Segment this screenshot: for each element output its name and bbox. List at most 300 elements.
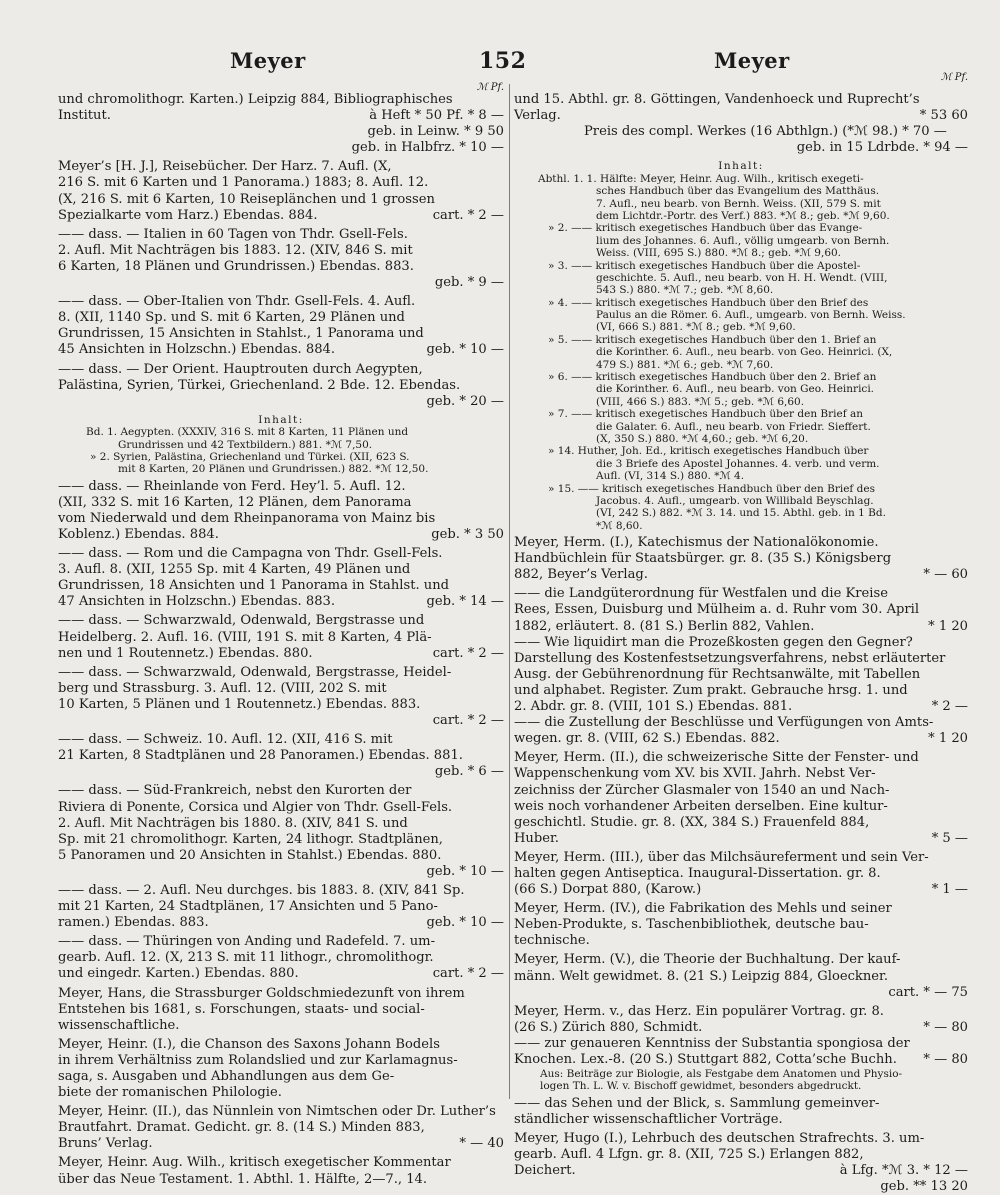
entry-text: (X, 350 S.) 880. *ℳ 4,60.; geb. *ℳ 6,20. (596, 432, 809, 445)
entry-text: 47 Ansichten in Holzschn.) Ebendas. 883. (58, 594, 336, 610)
entry-text: 2. Aufl. Mit Nachträgen bis 1880. 8. (XIV, 841 S. und (58, 815, 408, 831)
entry-text: —— dass. — Rheinlande von Ferd. Hey’l. 5. Aufl. 12. (58, 478, 406, 494)
entry-text: (XII, 332 S. mit 16 Karten, 12 Plänen, dem Panorama (58, 494, 412, 510)
catalog-line (58, 326, 504, 342)
catalog-line (514, 1179, 968, 1195)
catalog-line (514, 850, 968, 866)
entry-text: Knochen. Lex.-8. (20 S.) Stuttgart 882, Cotta’sche Buchh. (514, 1052, 897, 1067)
catalog-line (514, 1131, 968, 1147)
catalog-line (514, 567, 968, 583)
entry-text: Aufl. (VI, 314 S.) 880. *ℳ 4. (596, 470, 745, 483)
catalog-line (58, 1018, 504, 1034)
entry-text: sches Handbuch über das Evangelium des Matthäus. (596, 185, 880, 198)
catalog-line (514, 433, 968, 445)
catalog-line (514, 699, 968, 715)
entry-text: wissenschaftliche. (58, 1017, 180, 1033)
entry-text: ständlicher wissenschaftlicher Vorträge. (514, 1111, 783, 1127)
catalog-line (58, 848, 504, 864)
catalog-line (514, 750, 968, 766)
entry-text: (VI, 666 S.) 881. *ℳ 8.; geb. *ℳ 9,60. (596, 321, 796, 334)
entry-text: Palästina, Syrien, Türkei, Griechenland. 2 Bde. 12. Ebendas. (58, 377, 461, 393)
catalog-line (58, 159, 504, 175)
entry-text: 21 Karten, 8 Stadtplänen und 28 Panoramen.) Ebendas. 881. (58, 748, 463, 764)
entry-text: Handbüchlein für Staatsbürger. gr. 8. (35 S.) Königsberg (514, 551, 892, 567)
entry-price: * — 80 (923, 1019, 968, 1035)
entry-text: (26 S.) Zürich 880, Schmidt. (514, 1019, 703, 1035)
entry-price: * 1 20 (928, 731, 968, 747)
entry-text: halten gegen Antiseptica. Inaugural-Dissertation. gr. 8. (514, 865, 881, 881)
entry-text: » 2. Syrien, Palästina, Griechenland und Türkei. (XII, 623 S. (90, 450, 410, 463)
catalog-line (58, 665, 504, 681)
catalog-line (514, 124, 968, 140)
catalog-line (514, 346, 968, 358)
entry-text: 216 S. mit 6 Karten und 1 Panorama.) 1883; 8. Aufl. 12. (58, 175, 429, 191)
entry-text: Grundrissen, 18 Ansichten und 1 Panorama in Stahlst. und (58, 578, 450, 594)
entry-price: geb. * 10 — (426, 915, 504, 931)
catalog-line (58, 578, 504, 594)
entry-price: à Lfg. *ℳ 3. * 12 — (839, 1163, 968, 1179)
catalog-line (58, 463, 504, 475)
catalog-line (58, 1069, 504, 1085)
catalog-line (514, 969, 968, 985)
entry-text: technische. (514, 933, 590, 949)
catalog-line (514, 586, 968, 602)
catalog-line (58, 362, 504, 378)
catalog-line (514, 766, 968, 782)
catalog-line (514, 272, 968, 284)
catalog-line (514, 371, 968, 383)
catalog-line (58, 1002, 504, 1018)
entry-text: Jacobus. 4. Aufl., umgearb. von Willibald Beyschlag. (596, 494, 874, 507)
entry-price: * 2 — (931, 699, 968, 715)
entry-text: Abthl. 1. 1. Hälfte: Meyer, Heinr. Aug. Wilh., kritisch exegeti- (538, 172, 864, 185)
catalog-line (514, 396, 968, 408)
catalog-line (514, 783, 968, 799)
catalog-line (58, 816, 504, 832)
entry-text: —— dass. — Italien in 60 Tagen von Thdr. Gsell-Fels. (58, 226, 408, 242)
catalog-line (58, 342, 504, 358)
catalog-line (514, 602, 968, 618)
entry-text: Meyer, Herm. v., das Herz. Ein populärer Vortrag. gr. 8. (514, 1003, 884, 1019)
entry-price: * — 40 (459, 1136, 504, 1152)
catalog-line (514, 483, 968, 495)
catalog-line (58, 594, 504, 610)
catalog-line (58, 1104, 504, 1120)
entry-text: Deichert. (514, 1163, 576, 1179)
entry-text: zeichniss der Zürcher Glasmaler von 1540 an und Nach- (514, 782, 890, 798)
left-entries (58, 92, 504, 1188)
entry-text: Meyer, Herm. (II.), die schweizerische Sitte der Fenster- und (514, 750, 919, 766)
entry-text: Huber. (514, 830, 559, 846)
catalog-line (514, 160, 968, 172)
catalog-line (514, 1004, 968, 1020)
entry-text: —— dass. — Thüringen von Anding und Radefeld. 7. um- (58, 934, 435, 950)
entry-text: die Galater. 6. Aufl., neu bearb. von Friedr. Sieffert. (596, 420, 871, 433)
catalog-line (514, 651, 968, 667)
catalog-line (58, 1155, 504, 1171)
catalog-line (514, 551, 968, 567)
catalog-line (514, 882, 968, 898)
entry-text: Entstehen bis 1681, s. Forschungen, staats- und social- (58, 1001, 425, 1017)
entry-text: die Korinther. 6. Aufl., neu bearb. von Geo. Heinrici. (596, 383, 875, 396)
entry-text: —— dass. — Schweiz. 10. Aufl. 12. (XII, 416 S. mit (58, 732, 393, 748)
catalog-line (514, 108, 968, 124)
catalog-line (514, 185, 968, 197)
catalog-line (58, 748, 504, 764)
catalog-line (58, 546, 504, 562)
catalog-line (514, 866, 968, 882)
catalog-line (514, 495, 968, 507)
catalog-line (58, 479, 504, 495)
entry-text: —— zur genaueren Kenntniss der Substantia spongiosa der (514, 1035, 910, 1051)
entry-text: Meyer’s [H. J.], Reisebücher. Der Harz. 7. Aufl. (X, (58, 159, 392, 175)
catalog-line (514, 1036, 968, 1052)
catalog-line (58, 764, 504, 780)
entry-text: und 15. Abthl. gr. 8. Göttingen, Vandenhoeck und Ruprecht’s (514, 92, 920, 107)
catalog-line (58, 1037, 504, 1053)
catalog-line (58, 1053, 504, 1069)
entry-price: geb. ** 13 20 (880, 1179, 968, 1195)
entry-text: Ausg. der Gebührenordnung für Rechtsanwälte, mit Tabellen (514, 666, 921, 682)
catalog-line (58, 1120, 504, 1136)
entry-price: geb. * 3 50 (431, 527, 504, 543)
entry-text: —— dass. — 2. Aufl. Neu durchges. bis 1883. 8. (XIV, 841 Sp. (58, 882, 465, 898)
catalog-line (514, 831, 968, 847)
catalog-line (58, 864, 504, 880)
entry-text: Rees, Essen, Duisburg und Mülheim a. d. Ruhr vom 30. April (514, 602, 920, 618)
catalog-line (58, 426, 504, 438)
catalog-line (58, 800, 504, 816)
entry-price: geb. * 6 — (434, 764, 504, 780)
catalog-line (514, 334, 968, 346)
catalog-line (58, 915, 504, 931)
entry-text: und chromolithogr. Karten.) Leipzig 884, Bibliographisches (58, 92, 453, 107)
currency-header-right: ℳ Pf. (940, 72, 968, 83)
entry-text: —— dass. — Ober-Italien von Thdr. Gsell-Fels. 4. Aufl. (58, 294, 416, 310)
catalog-line (514, 222, 968, 234)
catalog-line (58, 511, 504, 527)
catalog-line (514, 535, 968, 551)
entry-text: lium des Johannes. 6. Aufl., völlig umgearb. von Bernh. (596, 234, 890, 247)
catalog-line (514, 715, 968, 731)
entry-text: (VIII, 466 S.) 883. *ℳ 5.; geb. *ℳ 6,60. (596, 395, 805, 408)
entry-text: berg und Strassburg. 3. Aufl. 12. (VIII, 202 S. mit (58, 680, 387, 696)
entry-text: mit 21 Karten, 24 Stadtplänen, 17 Ansichten und 5 Pano- (58, 899, 438, 915)
catalog-line (514, 1020, 968, 1036)
entry-text: ramen.) Ebendas. 883. (58, 915, 209, 931)
column-divider (509, 84, 510, 1099)
entry-text: 10 Karten, 5 Plänen und 1 Routennetz.) Ebendas. 883. (58, 696, 421, 712)
currency-header-left: ℳ Pf. (476, 82, 504, 93)
entry-price: cart. * 2 — (432, 966, 504, 982)
entry-text: über das Neue Testament. 1. Abthl. 1. Hälfte, 2—7., 14. (58, 1171, 428, 1187)
catalog-line (514, 284, 968, 296)
entry-text: —— dass. — Süd-Frankreich, nebst den Kurorten der (58, 783, 412, 799)
catalog-line (58, 966, 504, 982)
catalog-line (514, 815, 968, 831)
entry-text: 479 S.) 881. *ℳ 6.; geb. *ℳ 7,60. (596, 358, 774, 371)
entry-text: geschichtl. Studie. gr. 8. (XX, 384 S.) Frauenfeld 884, (514, 814, 870, 830)
catalog-line (58, 783, 504, 799)
entry-text: Weiss. (VIII, 695 S.) 880. *ℳ 8.; geb. *ℳ 9,60. (596, 247, 842, 260)
entry-text: Meyer, Heinr. (I.), die Chanson des Saxons Johann Bodels (58, 1036, 440, 1052)
catalog-line (58, 227, 504, 243)
catalog-line (514, 1112, 968, 1128)
catalog-line (514, 445, 968, 457)
entry-text: Meyer, Heinr. Aug. Wilh., kritisch exegetischer Kommentar (58, 1155, 451, 1171)
catalog-line (514, 383, 968, 395)
catalog-line (58, 414, 504, 426)
catalog-line (514, 297, 968, 309)
entry-price: geb. in Leinw. * 9 50 (367, 124, 504, 140)
entry-text: Darstellung des Kostenfestsetzungsverfahrens, nebst erläuterter (514, 650, 946, 666)
catalog-line (58, 108, 504, 124)
catalog-line (514, 359, 968, 371)
catalog-line (58, 294, 504, 310)
entry-text: Neben-Produkte, s. Taschenbibliothek, deutsche bau- (514, 917, 869, 933)
catalog-line (514, 260, 968, 272)
catalog-line (58, 613, 504, 629)
entry-text: Meyer, Herm. (I.), Katechismus der Nationalökonomie. (514, 535, 879, 551)
catalog-line (514, 235, 968, 247)
entry-text: und alphabet. Register. Zum prakt. Gebrauche hrsg. 1. und (514, 682, 908, 698)
catalog-line (514, 619, 968, 635)
entry-text: —— Wie liquidirt man die Prozeßkosten gegen den Gegner? (514, 634, 913, 650)
entry-text: 882, Beyer’s Verlag. (514, 567, 648, 583)
catalog-line (514, 1068, 968, 1080)
catalog-line (514, 309, 968, 321)
catalog-line (58, 1085, 504, 1101)
entry-text: —— das Sehen und der Blick, s. Sammlung gemeinver- (514, 1095, 880, 1111)
catalog-line (514, 952, 968, 968)
catalog-line (514, 901, 968, 917)
catalog-line (58, 124, 504, 140)
entry-price: geb. * 10 — (426, 863, 504, 879)
entry-text: (X, 216 S. mit 6 Karten, 10 Reiseplänchen und 1 grossen (58, 191, 435, 207)
entry-text: männ. Welt gewidmet. 8. (21 S.) Leipzig 884, Gloeckner. (514, 968, 889, 984)
entry-text: gearb. Aufl. 12. (X, 213 S. mit 11 lithogr., chromolithogr. (58, 950, 434, 966)
catalog-line (514, 140, 968, 156)
catalog-line (58, 527, 504, 543)
catalog-line (514, 683, 968, 699)
entry-text: —— dass. — Schwarzwald, Odenwald, Bergstrasse, Heidel- (58, 664, 452, 680)
catalog-line (58, 681, 504, 697)
entry-price: * 1 — (931, 882, 968, 898)
catalog-line (514, 458, 968, 470)
catalog-line (58, 646, 504, 662)
entry-text: Bd. 1. Aegypten. (XXXIV, 316 S. mit 8 Karten, 11 Plänen und (86, 426, 409, 439)
entry-text: wegen. gr. 8. (VIII, 62 S.) Ebendas. 882. (514, 731, 780, 747)
entry-text: Paulus an die Römer. 6. Aufl., umgearb. von Bernh. Weiss. (596, 309, 906, 322)
catalog-line (514, 1096, 968, 1112)
entry-text: Riviera di Ponente, Corsica und Algier von Thdr. Gsell-Fels. (58, 799, 453, 815)
catalog-line (514, 731, 968, 747)
catalog-line (58, 899, 504, 915)
running-head-left: Meyer (230, 48, 306, 73)
entry-text: Sp. mit 21 chromolithogr. Karten, 24 lithogr. Stadtplänen, (58, 831, 443, 847)
entry-text: 2. Abdr. gr. 8. (VIII, 101 S.) Ebendas. 881. (514, 699, 793, 715)
entry-text: 1882, erläutert. 8. (81 S.) Berlin 882, Vahlen. (514, 618, 815, 634)
entry-text: Meyer, Herm. (III.), über das Milchsäureferment und sein Ver- (514, 849, 929, 865)
catalog-line (514, 917, 968, 933)
entry-text: Brautfahrt. Dramat. Gedicht. gr. 8. (14 S.) Minden 883, (58, 1120, 425, 1136)
entry-text: » 6. —— kritisch exegetisches Handbuch über den 2. Brief an (548, 371, 877, 384)
entry-text: geschichte. 5. Aufl., neu bearb. von H. H. Wendt. (VIII, (596, 271, 888, 284)
entry-text: logen Th. L. W. v. Bischoff gewidmet, besonders abgedruckt. (540, 1080, 862, 1093)
entry-price: geb. in Halbfrz. * 10 — (351, 140, 504, 156)
catalog-line (58, 630, 504, 646)
entry-price: * 5 — (931, 830, 968, 846)
running-head-right: Meyer (714, 48, 790, 73)
entry-text: Meyer, Herm. (IV.), die Fabrikation des Mehls und seiner (514, 901, 892, 917)
catalog-line (514, 247, 968, 259)
entry-price: geb. in 15 Ldrbde. * 94 — (796, 140, 968, 156)
catalog-line (58, 243, 504, 259)
catalog-line (58, 451, 504, 463)
entry-price: geb. * 9 — (434, 275, 504, 291)
catalog-line (58, 1136, 504, 1152)
entry-text: Preis des compl. Werkes (16 Abthlgn.) (*ℳ 98.) * 70 — (584, 124, 947, 140)
entry-text: 8. (XII, 1140 Sp. und S. mit 6 Karten, 29 Plänen und (58, 310, 405, 326)
entry-text: Institut. (58, 108, 111, 124)
entry-text: —— dass. — Schwarzwald, Odenwald, Bergstrasse und (58, 613, 425, 629)
entry-text: Bruns’ Verlag. (58, 1136, 153, 1152)
entry-text: weis noch vorhandener Arbeiten derselben. Eine kultur- (514, 798, 888, 814)
entry-text: Grundrissen, 15 Ansichten in Stahlst., 1 Panorama und (58, 326, 424, 342)
catalog-line (58, 140, 504, 156)
entry-text: » 4. —— kritisch exegetisches Handbuch über den Brief des (548, 296, 869, 309)
entry-text: *ℳ 8,60. (596, 519, 643, 532)
entry-price: * 53 60 (919, 108, 968, 124)
entry-text: gearb. Aufl. 4 Lfgn. gr. 8. (XII, 725 S.) Erlangen 882, (514, 1147, 864, 1163)
entry-text: biete der romanischen Philologie. (58, 1085, 282, 1101)
catalog-line (514, 799, 968, 815)
entry-text: 543 S.) 880. *ℳ 7.; geb. *ℳ 8,60. (596, 284, 774, 297)
entry-text: —— dass. — Der Orient. Hauptrouten durch Aegypten, (58, 361, 423, 377)
catalog-line (58, 175, 504, 191)
entry-text: Inhalt: (258, 413, 304, 426)
entry-text: Aus: Beiträge zur Biologie, als Festgabe dem Anatomen und Physio- (540, 1068, 903, 1081)
catalog-line (58, 310, 504, 326)
entry-text: und eingedr. Karten.) Ebendas. 880. (58, 966, 299, 982)
entry-price: geb. * 10 — (426, 342, 504, 358)
entry-text: die 3 Briefe des Apostel Johannes. 4. verb. und verm. (596, 457, 880, 470)
catalog-line (58, 832, 504, 848)
catalog-line (514, 667, 968, 683)
entry-text: » 3. —— kritisch exegetisches Handbuch über die Apostel- (548, 259, 861, 272)
catalog-line (58, 275, 504, 291)
catalog-line (514, 1052, 968, 1068)
catalog-line (514, 92, 968, 108)
entry-text: saga, s. Ausgaben und Abhandlungen aus dem Ge- (58, 1069, 395, 1085)
catalog-line (514, 520, 968, 532)
entry-text: Meyer, Heinr. (II.), das Nünnlein von Nimtschen oder Dr. Luther’s (58, 1104, 496, 1120)
entry-text: mit 8 Karten, 20 Plänen und Grundrissen.) 882. *ℳ 12,50. (118, 463, 429, 476)
catalog-line (58, 883, 504, 899)
catalog-line (514, 470, 968, 482)
entry-text: —— dass. — Rom und die Campagna von Thdr. Gsell-Fels. (58, 546, 443, 562)
entry-text: Wappenschenkung vom XV. bis XVII. Jahrh. Nebst Ver- (514, 766, 876, 782)
entry-text: » 15. —— kritisch exegetisches Handbuch über den Brief des (548, 482, 875, 495)
entry-text: Meyer, Herm. (V.), die Theorie der Buchhaltung. Der kauf- (514, 952, 901, 968)
entry-price: * — 80 (923, 1052, 968, 1067)
entry-text: nen und 1 Routennetz.) Ebendas. 880. (58, 645, 313, 661)
entry-price: geb. * 14 — (426, 594, 504, 610)
entry-text: 45 Ansichten in Holzschn.) Ebendas. 884. (58, 342, 336, 358)
catalog-line (58, 697, 504, 713)
entry-text: » 7. —— kritisch exegetisches Handbuch über den Brief an (548, 408, 863, 421)
catalog-line (58, 562, 504, 578)
catalog-line (58, 208, 504, 224)
catalog-line (58, 192, 504, 208)
entry-text: die Korinther. 6. Aufl., neu bearb. von Geo. Heinrici. (X, (596, 346, 893, 359)
catalog-line (514, 1147, 968, 1163)
entry-text: dem Lichtdr.-Portr. des Verf.) 883. *ℳ 8.; geb. *ℳ 9,60. (596, 209, 890, 222)
entry-price: cart. * 2 — (432, 645, 504, 661)
catalog-line (58, 439, 504, 451)
catalog-line (514, 210, 968, 222)
catalog-line (58, 495, 504, 511)
catalog-line (514, 635, 968, 651)
entry-price: geb. * 20 — (426, 393, 504, 409)
catalog-line (514, 1080, 968, 1092)
entry-text: Koblenz.) Ebendas. 884. (58, 527, 219, 543)
entry-text: Meyer, Hans, die Strassburger Goldschmiedezunft von ihrem (58, 985, 465, 1001)
catalog-line (58, 732, 504, 748)
entry-text: in ihrem Verhältniss zum Rolandslied und zur Karlamagnus- (58, 1052, 458, 1068)
catalog-line (514, 173, 968, 185)
catalog-line (58, 1172, 504, 1188)
entry-price: cart. * 2 — (432, 207, 504, 223)
catalog-line (514, 985, 968, 1001)
catalog-line (514, 933, 968, 949)
catalog-line (514, 198, 968, 210)
catalog-line (58, 713, 504, 729)
entry-text: —— die Landgüterordnung für Westfalen und die Kreise (514, 586, 888, 602)
catalog-line (514, 321, 968, 333)
entry-text: 2. Aufl. Mit Nachträgen bis 1883. 12. (XIV, 846 S. mit (58, 242, 413, 258)
entry-text: Meyer, Hugo (I.), Lehrbuch des deutschen Strafrechts. 3. um- (514, 1131, 925, 1147)
catalog-line (58, 259, 504, 275)
entry-text: (VI, 242 S.) 882. *ℳ 3. 14. und 15. Abthl. geb. in 1 Bd. (596, 507, 886, 520)
catalog-line (58, 394, 504, 410)
entry-text: vom Niederwald und dem Rheinpanorama von Mainz bis (58, 510, 436, 526)
entry-price: cart. * — 75 (888, 984, 968, 1000)
catalog-line (58, 986, 504, 1002)
entry-price: * — 60 (923, 567, 968, 583)
catalog-line (514, 421, 968, 433)
left-column (58, 80, 504, 1188)
catalog-line (514, 408, 968, 420)
catalog-line (514, 1163, 968, 1179)
page-number: 152 (479, 48, 527, 74)
right-entries (514, 92, 968, 1195)
entry-text: Inhalt: (718, 160, 764, 173)
catalog-line (58, 950, 504, 966)
entry-text: 7. Aufl., neu bearb. von Bernh. Weiss. (XII, 579 S. mit (596, 197, 881, 210)
catalog-line (514, 507, 968, 519)
entry-text: » 2. —— kritisch exegetisches Handbuch über das Evange- (548, 222, 863, 235)
entry-text: Spezialkarte vom Harz.) Ebendas. 884. (58, 207, 318, 223)
catalog-line (58, 378, 504, 394)
entry-text: —— die Zustellung der Beschlüsse und Verfügungen von Amts- (514, 715, 934, 731)
entry-price: cart. * 2 — (432, 713, 504, 729)
entry-text: Grundrissen und 42 Textbildern.) 881. *ℳ 7,50. (118, 438, 373, 451)
entry-text: 5 Panoramen und 20 Ansichten in Stahlst.) Ebendas. 880. (58, 847, 442, 863)
entry-text: 6 Karten, 18 Plänen und Grundrissen.) Ebendas. 883. (58, 258, 414, 274)
right-column (514, 72, 968, 1195)
entry-text: (66 S.) Dorpat 880, (Karow.) (514, 882, 702, 898)
